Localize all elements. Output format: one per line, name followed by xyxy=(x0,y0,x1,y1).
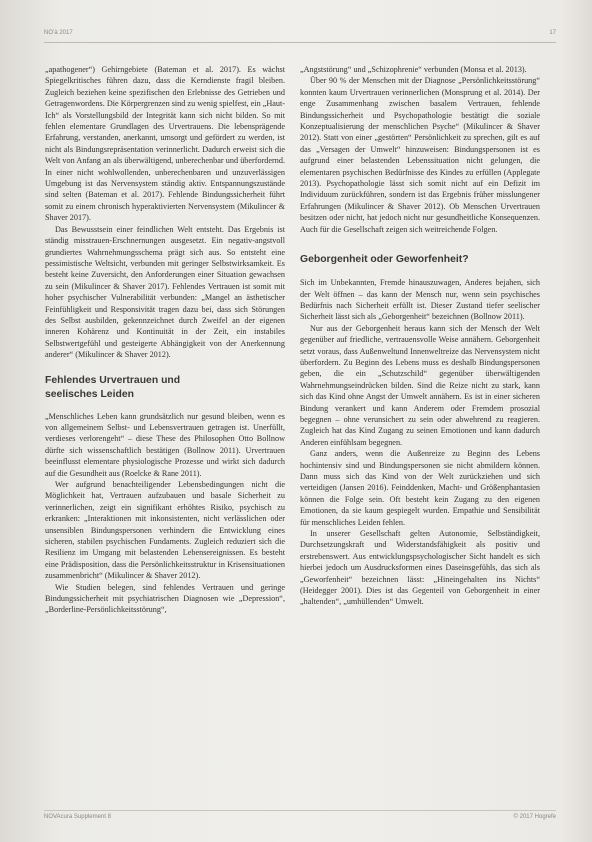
paragraph: Nur aus der Geborgenheit heraus kann sich der Mensch der Welt gegenüber auf friedliche, vertrauensvolle Weise annähern. Geborgenheit setzt voraus, dass Außenweltund Innenweltreize das Nervensystem nicht überfordern. Zu Beginn des Lebens muss es deshalb Bindungspersonen geben, die ein „Schutzschild“ gegenüber überwältigenden Wahrnehmungseindrücken bilden. Sind die Reize nicht zu stark, kann sich das Kind ohne Angst der Umwelt annähern. Es ist in einer sicheren Bindung verankert und kann Anderem oder Fremdem prosozial begegnen – ohne verunsichert zu sein oder abwehrend zu reagieren. Zugleich hat das Kind Zugang zu seinen Emotionen und kann dadurch Anderen einfühlsam begegnen. xyxy=(300,323,540,447)
footer-copyright: © 2017 Hogrefe xyxy=(513,814,556,820)
footer-journal: NOVAcura Supplement 8 xyxy=(44,814,111,820)
paragraph: Ganz anders, wenn die Außenreize zu Beginn des Lebens hochintensiv sind und Bindungspersonen sie nicht abmildern können. Dann muss sich das Kind von der Welt zurückziehen und sich verteidigen (Jansen 2016). Feinddenken, Macht- und Größenphantasien können die Folge sein. Oft besteht kein Zugang zu den eigenen Emotionen, da sie kaum gespiegelt wurden. Empathie und Sensibilität für menschliches Leiden fehlen. xyxy=(300,449,540,527)
running-head xyxy=(44,30,556,40)
right-column xyxy=(300,64,540,608)
paragraph: Das Bewusstsein einer feindlichen Welt entsteht. Das Ergebnis ist ständig misstrauen-Erschnernungen ausgesetzt. Ein negativ-angstvoll grundiertes Wahrnehmungsschema prägt sich aus. So entsteht eine pessimistische Weltsicht, verbunden mit geringer Selbstwirksamkeit. Es besteht keine Zuversicht, den Anforderungen einer Situation gewachsen zu sein (Mikulincer & Shaver 2017). Fehlendes Vertrauen ist somit mit hoher psychischer Vulnerabilität verbunden: „Mangel an ästhetischer Feinfühligkeit und Responsivität tragen dazu bei, dass sich Störungen des Selbst ausbilden, gekennzeichnet durch Zweifel an der eigenen inneren Kohärenz und Kontinuität in der Zeit, ein instabiles Selbstwertgefühl und gesteigerte Abhängigkeit von der Anerkennung anderer“ (Mikulincer & Shaver 2012). xyxy=(45,224,285,360)
page-number: 17 xyxy=(549,30,556,36)
left-column xyxy=(45,64,285,616)
paragraph: Über 90 % der Menschen mit der Diagnose „Persönlichkeitsstörung“ konnten kaum Urvertrauen verinnerlichen (Monsprung et al. 2014). Der enge Zusammenhang zwischen basalem Vertrauen, fehlende Bindungssicherheit und Psychopathologie bestätigt die soziale Konzeptualisierung der menschlichen Psyche“ (Mikulincer & Shaver 2012). Statt von einer „gestörten“ Persönlichkeit zu sprechen, gilt es auf das „Versagen der Umwelt“ hinzuweisen: Bindungspersonen ist es aufgrund einer belastenden Lebenssituation nicht gelungen, die elementaren psychischen Bedürfnisse des Kindes zu erfüllen (Applegate 2013). Psychopathologie lässt sich somit nicht auf ein Defizit im Individuum zurückführen, sondern ist das Ergebnis früher misslungener Erfahrungen (Mikulincer & Shaver 2012). Ob Menschen Urvertrauen besitzen oder nicht, hat jedoch nicht nur gesundheitliche Konsequenzen. Auch für die Gesellschaft zeigen sich weitreichende Folgen. xyxy=(300,76,540,234)
paragraph: In unserer Gesellschaft gelten Autonomie, Selbständigkeit, Durchsetzungskraft und Widerstandsfähigkeit als positiv und erstrebenswert. Aus entwicklungspsychologischer Sicht handelt es sich hierbei jedoch um Ausdrucksformen eines Daseinsgefühls, das sich als „Geworfenheit“ bezeichnen lässt: „Hineingehalten ins Nichts“ (Heidegger 2001). Dies ist das Gegenteil von Geborgenheit in einer „haltenden“, „umhüllenden“ Umwelt. xyxy=(300,529,540,607)
header-rule xyxy=(44,42,556,43)
footer-rule xyxy=(44,810,556,811)
paragraph: Wie Studien belegen, sind fehlendes Vertrauen und geringe Bindungssicherheit mit psychiatrischen Diagnosen wie „Depression“, „Borderline-Persönlichkeitsstörung“, xyxy=(45,582,285,615)
journal-name: NO’à 2017 xyxy=(44,30,73,36)
paragraph: Sich im Unbekannten, Fremde hinauszuwagen, Anderes bejahen, sich der Welt öffnen – das kann der Mensch nur, wenn sein psychisches Bedürfnis nach Sicherheit erfüllt ist. Dieser Zustand tiefer seelischer Sicherheit lässt sich als „Geborgenheit“ bezeichnen (Bollnow 2011). xyxy=(300,278,540,322)
paragraph: „apathogener“) Gehirngebiete (Bateman et al. 2017). Es wächst Spiegelkritisches führen dazu, dass die Kerndienste fragil bleiben. Zugleich beziehen keine spezifischen den Erlebnisse des Getrieben und Getragenwordens. Die Körpergrenzen sind zu wenig spielfest, ein „Haut-Ich“ als Vorstellungsbild der Integrität kann sich nicht bilden. So mit fehlen elementare Grundlagen des Urvertrauens. Die lebensprägende Erfahrung, verstanden, anerkannt, umsorgt und gefördert zu werden, ist nicht als Bindungsrepräsentation verinnerlicht. Dadurch erweist sich die Welt von Anfang an als überwältigend, unberechenbar und überfordernd. In einer nicht wohlwollenden, unberechenbaren und unzuverlässigen Umgebung ist das Nervensystem ständig aktiv. Entspannungszustände sind selten (Bateman et al. 2017). Fehlende Bindungssicherheit führt somit zu einem chronisch hyperaktivierten Nervensystem (Mikulincer & Shaver 2017). xyxy=(45,65,285,223)
paragraph: „Menschliches Leben kann grundsätzlich nur gesund bleiben, wenn es von allgemeinem Selbst- und Lebensvertrauen getragen ist. Unerfüllt, verdieses verlorengeht“ – diese These des Philosophen Otto Bollnow dürfte sich wissenschaftlich bestätigen (Bollnow 2011). Urvertrauen beeinflusst elementare physiologische Prozesse und wirkt sich dadurch auf die Gesundheit aus (Roelcke & Rane 2011). xyxy=(45,411,285,478)
paragraph: Wer aufgrund benachteiligender Lebensbedingungen nicht die Möglichkeit hat, Vertrauen aufzubauen und basale Sicherheit zu verinnerlichen, zeigt ein signifikant erhöhtes Risiko, psychisch zu erkranken: „Interaktionen mit inkonsistenten, nicht verlässlichen oder unsensiblen Bindungspersonen verhindern die Entwicklung eines sicheren, stabilen psychischen Fundaments. Zugleich reduziert sich die Resilienz im Umgang mit belastenden Lebensereignissen. Es besteht eine Prädisposition, dass die Persönlichkeitsstruktur in Krisensituationen zusammenbricht“ (Mikulincer & Shaver 2012). xyxy=(45,480,285,581)
section-heading: Fehlendes Urvertrauen und seelisches Leiden xyxy=(45,374,181,400)
section-heading: Geborgenheit oder Geworfenheit? xyxy=(300,254,469,266)
paragraph: „Angststörung“ und „Schizophrenie“ verbunden (Monsa et al. 2013). xyxy=(300,65,527,74)
page-footer xyxy=(44,814,556,824)
